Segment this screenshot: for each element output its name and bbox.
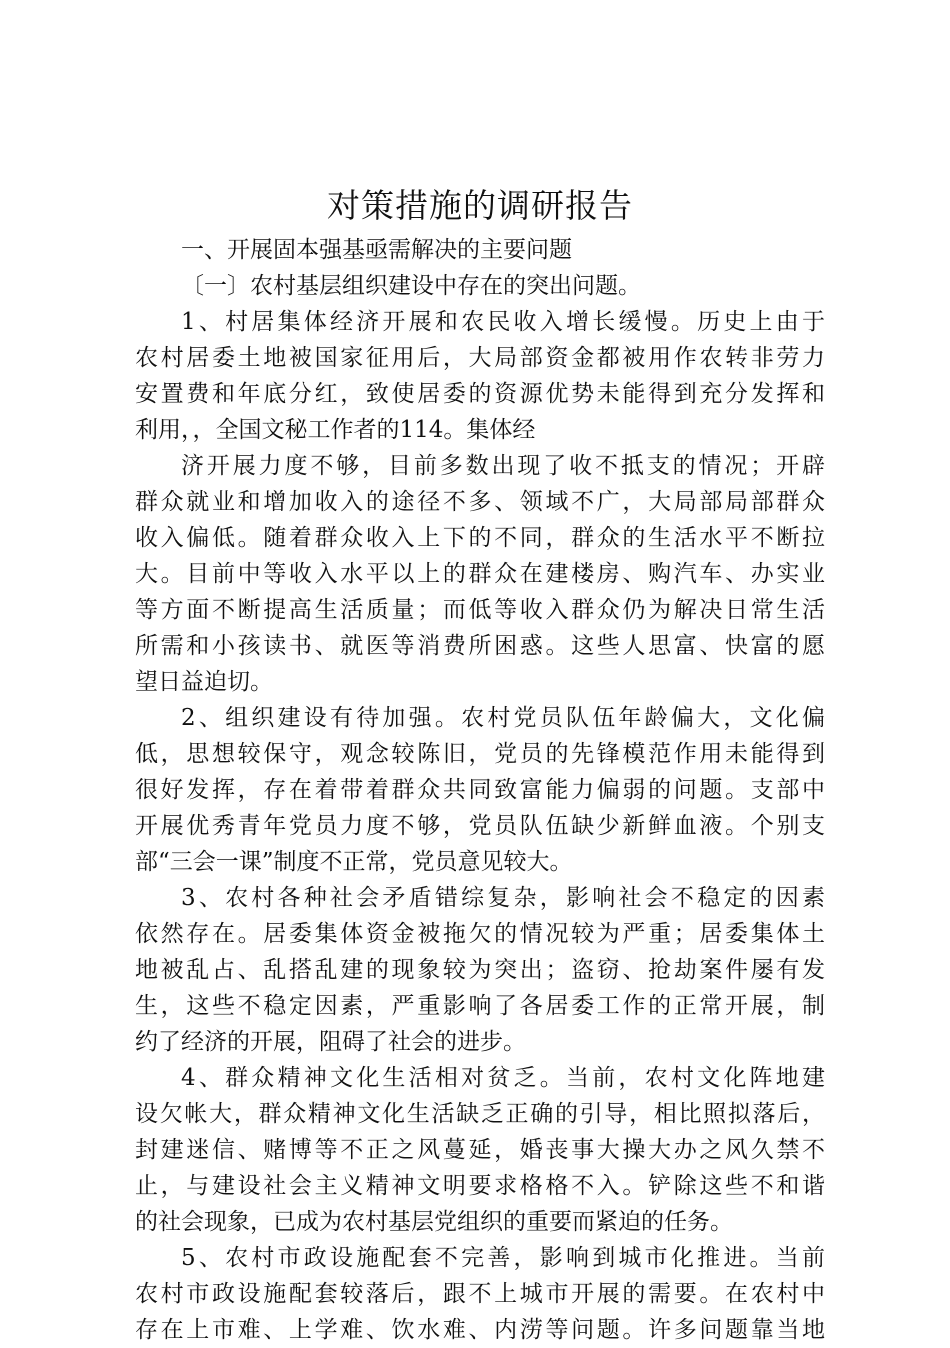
text-line: 农村居委土地被国家征用后，大局部资金都被用作农转非劳力 [135, 345, 825, 371]
document-title: 对策措施的调研报告 [327, 186, 633, 225]
text-line: 依然存在。居委集体资金被拖欠的情况较为严重；居委集体土 [135, 921, 825, 947]
text-line: 一、开展固本强基亟需解决的主要问题 [181, 237, 572, 263]
text-line: 止，与建设社会主义精神文明要求格格不入。铲除这些不和谐 [135, 1173, 825, 1199]
text-line: 1、村居集体经济开展和农民收入增长缓慢。历史上由于 [181, 309, 825, 335]
text-line: 4、群众精神文化生活相对贫乏。当前，农村文化阵地建 [181, 1065, 825, 1091]
text-line: 开展优秀青年党员力度不够，党员队伍缺少新鲜血液。个别支 [135, 813, 825, 839]
text-line: 大。目前中等收入水平以上的群众在建楼房、购汽车、办实业 [135, 561, 825, 587]
text-line: 低，思想较保守，观念较陈旧，党员的先锋模范作用未能得到 [135, 741, 825, 767]
text-line: 收入偏低。随着群众收入上下的不同，群众的生活水平不断拉 [135, 525, 825, 551]
text-line: 所需和小孩读书、就医等消费所困惑。这些人思富、快富的愿 [135, 633, 825, 659]
text-line: 利用，，全国文秘工作者的114。集体经 [135, 417, 536, 443]
text-line: 安置费和年底分红，致使居委的资源优势未能得到充分发挥和 [135, 381, 825, 407]
document-body [135, 232, 825, 1348]
text-line: 生，这些不稳定因素，严重影响了各居委工作的正常开展，制 [135, 993, 825, 1019]
text-line: 部“三会一课”制度不正常，党员意见较大。 [135, 849, 573, 875]
text-line: 济开展力度不够，目前多数出现了收不抵支的情况；开辟 [181, 453, 825, 479]
text-line: 封建迷信、赌博等不正之风蔓延，婚丧事大操大办之风久禁不 [135, 1137, 825, 1163]
text-line: 群众就业和增加收入的途径不多、领域不广，大局部局部群众 [135, 489, 825, 515]
text-line: 地被乱占、乱搭乱建的现象较为突出；盗窃、抢劫案件屡有发 [135, 957, 825, 983]
text-line: 很好发挥，存在着带着群众共同致富能力偏弱的问题。支部中 [135, 777, 825, 803]
text-line: 设欠帐大，群众精神文化生活缺乏正确的引导，相比照拟落后， [135, 1101, 825, 1127]
text-line: 等方面不断提高生活质量；而低等收入群众仍为解决日常生活 [135, 597, 825, 623]
text-line: 2、组织建设有待加强。农村党员队伍年龄偏大，文化偏 [181, 705, 825, 731]
text-line: 5、农村市政设施配套不完善，影响到城市化推进。当前 [181, 1245, 825, 1271]
text-line: 存在上市难、上学难、饮水难、内涝等问题。许多问题靠当地 [135, 1317, 825, 1343]
text-line: 的社会现象，已成为农村基层党组织的重要而紧迫的任务。 [135, 1209, 733, 1235]
text-line: 〔一〕农村基层组织建设中存在的突出问题。 [181, 273, 641, 299]
text-line: 3、农村各种社会矛盾错综复杂，影响社会不稳定的因素 [181, 885, 825, 911]
text-line: 约了经济的开展，阻碍了社会的进步。 [135, 1029, 526, 1055]
text-line: 农村市政设施配套较落后，跟不上城市开展的需要。在农村中 [135, 1281, 825, 1307]
text-line: 望日益迫切。 [135, 669, 273, 695]
